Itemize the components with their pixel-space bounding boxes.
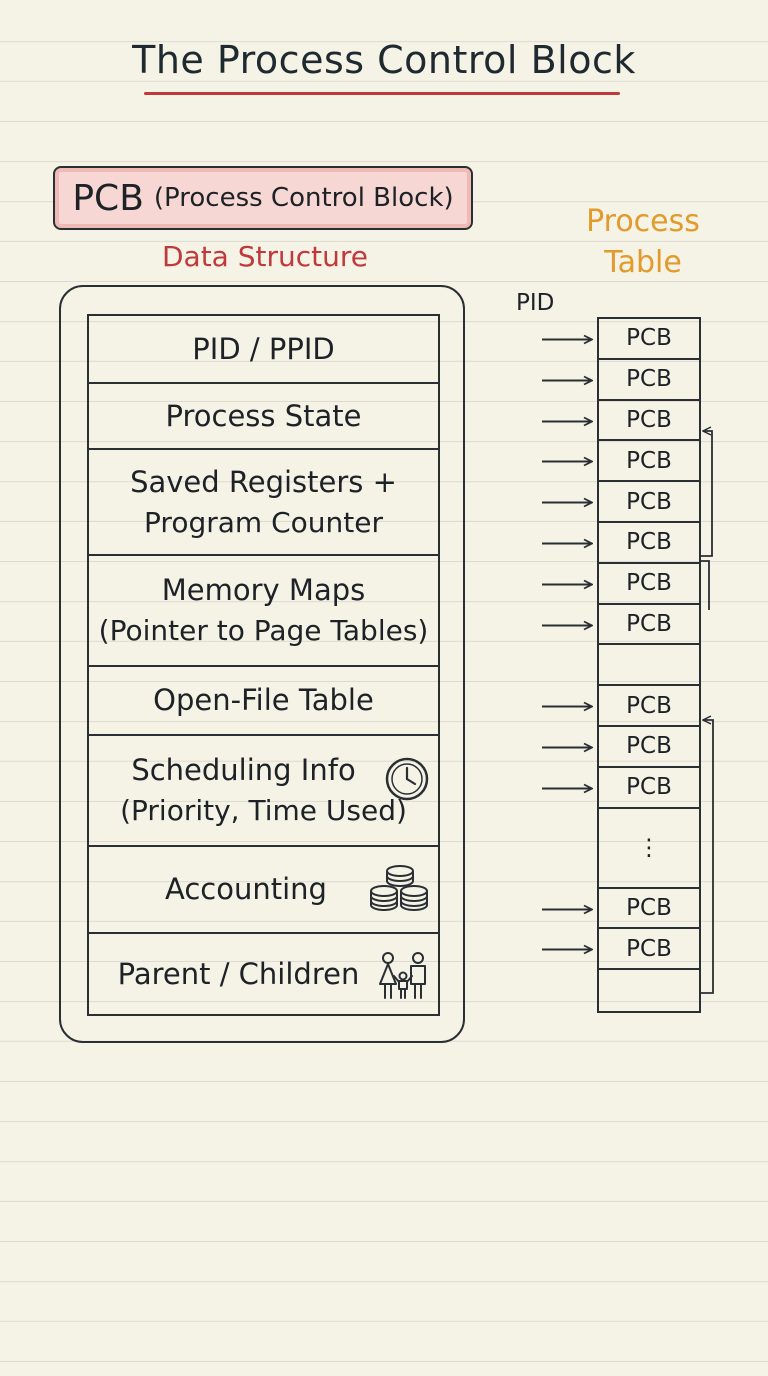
pcb-header-sub: (Process Control Block) bbox=[153, 183, 454, 213]
field-saved-registers-line2: Program Counter bbox=[144, 505, 383, 539]
field-process-state-line1: Process State bbox=[165, 398, 362, 433]
pid-arrows bbox=[542, 340, 592, 950]
table-slot: PCB bbox=[599, 929, 699, 970]
field-memory-maps-line2: (Pointer to Page Tables) bbox=[98, 614, 429, 648]
field-scheduling-info-line1: Scheduling Info bbox=[131, 753, 356, 788]
table-slot: PCB bbox=[599, 319, 699, 360]
process-table-title-line1: Process bbox=[586, 204, 700, 239]
table-slot: PCB bbox=[599, 889, 699, 930]
field-parent-children-line1: Parent / Children bbox=[117, 956, 360, 991]
field-accounting-line1: Accounting bbox=[165, 872, 327, 907]
field-saved-registers-line1: Saved Registers + bbox=[130, 464, 397, 499]
page-title: The Process Control Block bbox=[132, 38, 636, 82]
table-slot: PCB bbox=[599, 401, 699, 442]
table-slot: ⋮ bbox=[599, 809, 699, 889]
table-slot-empty bbox=[599, 970, 699, 1011]
table-slot-empty bbox=[599, 645, 699, 686]
pcb-header-main: PCB bbox=[72, 177, 144, 219]
pid-label: PID bbox=[516, 290, 555, 316]
table-slot: PCB bbox=[599, 360, 699, 401]
chain-link-top bbox=[701, 431, 712, 556]
table-slot: PCB bbox=[599, 523, 699, 564]
table-slot: PCB bbox=[599, 727, 699, 768]
table-slot: PCB bbox=[599, 441, 699, 482]
table-slot: PCB bbox=[599, 768, 699, 809]
process-table bbox=[597, 317, 701, 1013]
field-pid-line1: PID / PPID bbox=[192, 331, 335, 366]
chain-link-bottom bbox=[701, 720, 713, 993]
table-slot: PCB bbox=[599, 605, 699, 646]
process-table-title-line2: Table bbox=[604, 244, 682, 280]
chain-link-lines bbox=[701, 431, 713, 993]
field-scheduling-info-line2: (Priority, Time Used) bbox=[120, 794, 407, 828]
data-structure-label: Data Structure bbox=[161, 240, 368, 273]
field-memory-maps-line1: Memory Maps bbox=[161, 573, 366, 608]
field-open-file-table-line1: Open-File Table bbox=[153, 683, 374, 718]
table-slot: PCB bbox=[599, 482, 699, 523]
table-slot: PCB bbox=[599, 564, 699, 605]
table-slot: PCB bbox=[599, 686, 699, 727]
chain-link-mid bbox=[701, 561, 709, 610]
